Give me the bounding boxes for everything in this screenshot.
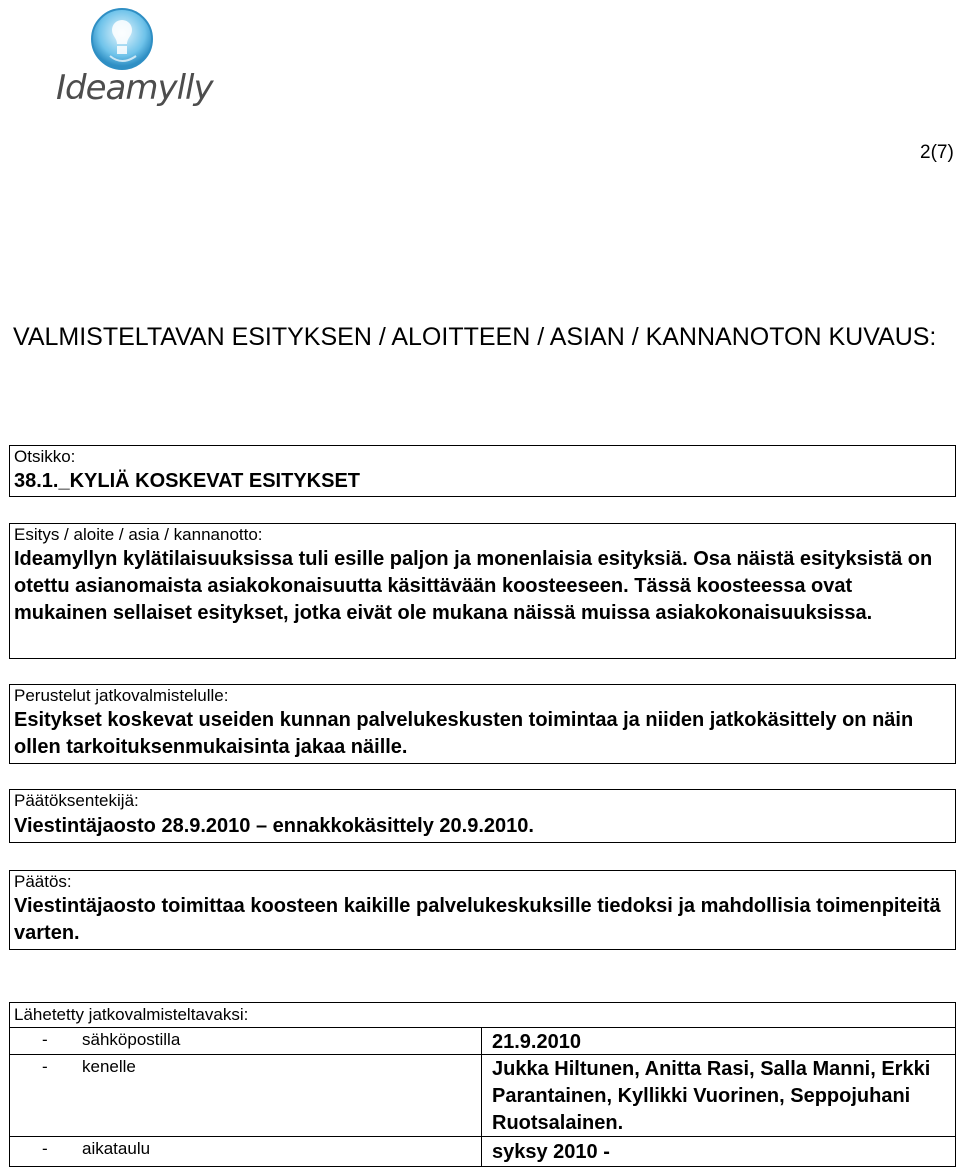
- dispatch-row-schedule: [9, 1136, 956, 1167]
- dispatch-row-label: sähköpostilla: [82, 1030, 181, 1049]
- page-number: 2(7): [920, 142, 954, 163]
- dash: -: [42, 1139, 48, 1158]
- decision-maker-section: [9, 789, 956, 843]
- justification-label: Perustelut jatkovalmistelulle:: [14, 686, 229, 705]
- ideamylly-logo: [56, 6, 213, 110]
- proposal-text: Ideamyllyn kylätilaisuuksissa tuli esille paljon ja monenlaisia esityksiä. Osa näistä esityksistä on otettu asianomaista asiakokonaisuutta käsittävään koosteeseen. Tässä koosteessa ovat mukainen sellaiset esitykset, jotka eivät ole mukana näissä muissa asiakokonaisuuksissa.: [14, 548, 933, 624]
- decision-text: Viestintäjaosto toimittaa koosteen kaikille palvelukeskuksille tiedoksi ja mahdollisia toimenpiteitä varten.: [14, 895, 941, 944]
- justification-section: [9, 684, 956, 764]
- page-title: VALMISTELTAVAN ESITYKSEN / ALOITTEEN / ASIAN / KANNANOTON KUVAUS:: [13, 323, 937, 351]
- dispatch-row-label-cell: [10, 1137, 482, 1166]
- proposal-section: [9, 523, 956, 659]
- title-label: Otsikko:: [14, 447, 76, 466]
- dispatch-row-label: kenelle: [82, 1057, 136, 1076]
- decision-maker-value: Viestintäjaosto 28.9.2010 – ennakkokäsittely 20.9.2010.: [14, 815, 534, 837]
- dash: -: [42, 1057, 48, 1076]
- lightbulb-icon: [56, 6, 196, 76]
- dispatch-row-label-cell: [10, 1055, 482, 1136]
- decision-section: [9, 870, 956, 950]
- decision-maker-label: Päätöksentekijä:: [14, 791, 139, 810]
- dispatch-row-value: 21.9.2010: [492, 1031, 581, 1053]
- title-value: 38.1._KYLIÄ KOSKEVAT ESITYKSET: [14, 470, 361, 492]
- dispatch-header: [9, 1002, 956, 1028]
- proposal-label: Esitys / aloite / asia / kannanotto:: [14, 525, 263, 544]
- dispatch-row-email: [9, 1027, 956, 1055]
- justification-text: Esitykset koskevat useiden kunnan palvelukeskusten toimintaa ja niiden jatkokäsittely on näin ollen tarkoituksenmukaisinta jakaa näille.: [14, 709, 914, 758]
- dash: -: [42, 1030, 48, 1049]
- title-section: [9, 445, 956, 497]
- dispatch-row-label-cell: [10, 1028, 482, 1054]
- dispatch-row-value: Jukka Hiltunen, Anitta Rasi, Salla Manni, Erkki Parantainen, Kyllikki Vuorinen, Seppojuhani Ruotsalainen.: [492, 1058, 931, 1134]
- dispatch-row-label: aikataulu: [82, 1139, 151, 1158]
- decision-label: Päätös:: [14, 872, 72, 891]
- dispatch-label: Lähetetty jatkovalmisteltavaksi:: [14, 1005, 249, 1024]
- dispatch-row-recipients: [9, 1054, 956, 1137]
- dispatch-row-value: syksy 2010 -: [492, 1141, 610, 1163]
- logo-wordmark: Ideamylly: [56, 68, 213, 108]
